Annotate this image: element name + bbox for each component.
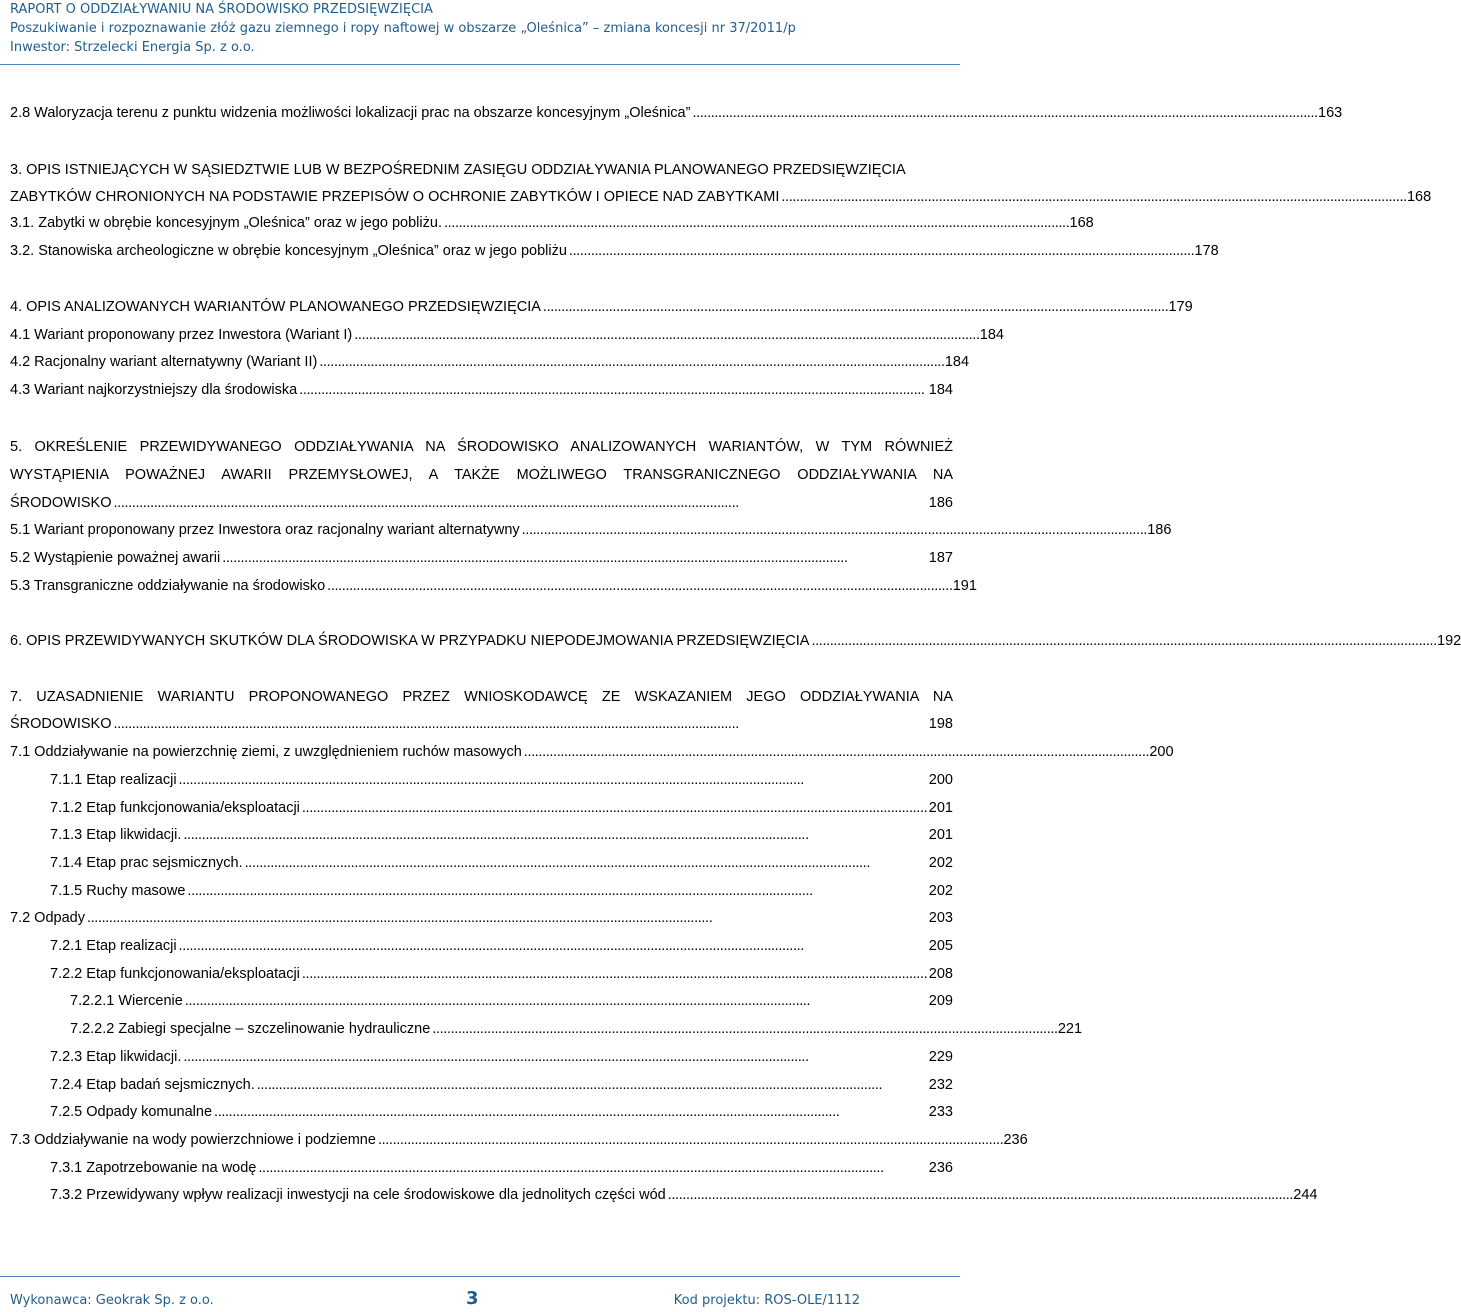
toc-entry-page: 163 bbox=[1318, 105, 1343, 121]
toc-leader-dots bbox=[256, 1157, 926, 1179]
toc-entry[interactable] bbox=[50, 1157, 953, 1179]
toc-entry-title: 3.1. Zabytki w obrębie koncesyjnym „Oleśnica” oraz w jego pobliżu. bbox=[10, 215, 442, 231]
toc-entry-page: 201 bbox=[928, 827, 953, 843]
toc-entry-title: 5.3 Transgraniczne oddziaływanie na środowisko bbox=[10, 578, 326, 594]
toc-entry-title: 7.1.4 Etap prac sejsmicznych. bbox=[50, 855, 243, 871]
toc-entry-page: 236 bbox=[1003, 1132, 1028, 1148]
toc-leader-dots bbox=[520, 519, 1146, 541]
toc-leader-dots bbox=[85, 907, 927, 929]
toc-entry-page: 232 bbox=[928, 1077, 953, 1093]
toc-entry-title: 7.1.2 Etap funkcjonowania/eksploatacji bbox=[50, 800, 300, 816]
toc-entry-title: 7.2.2.2 Zabiegi specjalne – szczelinowanie hydrauliczne bbox=[70, 1021, 431, 1037]
toc-entry-title: 7.1.1 Etap realizacji bbox=[50, 772, 177, 788]
toc-entry-page: 168 bbox=[1069, 215, 1094, 231]
toc-entry[interactable] bbox=[10, 379, 953, 401]
toc-leader-dots bbox=[212, 1101, 927, 1123]
toc-entry[interactable] bbox=[50, 797, 953, 819]
toc-entry[interactable] bbox=[10, 102, 1343, 124]
toc-entry[interactable] bbox=[50, 935, 953, 957]
toc-entry[interactable] bbox=[50, 1074, 953, 1096]
toc-entry-title: 4.1 Wariant proponowany przez Inwestora (Wariant I) bbox=[10, 327, 353, 343]
toc-entry-page: 208 bbox=[928, 966, 953, 982]
toc-entry[interactable] bbox=[10, 492, 953, 514]
toc-leader-dots bbox=[243, 852, 927, 874]
toc-entry-title-line[interactable]: 5. OKREŚLENIE PRZEWIDYWANEGO ODDZIAŁYWANIA NA ŚRODOWISKO ANALIZOWANYCH WARIANTÓW, W TYM RÓWNIEŻ bbox=[10, 439, 953, 455]
toc-entry-title: 7.2.2 Etap funkcjonowania/eksploatacji bbox=[50, 966, 300, 982]
toc-entry[interactable] bbox=[10, 741, 1174, 763]
toc-leader-dots bbox=[220, 547, 927, 569]
toc-entry-title: 7.3 Oddziaływanie na wody powierzchniowe i podziemne bbox=[10, 1132, 376, 1148]
toc-entry-page: 184 bbox=[928, 382, 953, 398]
toc-entry-page: 205 bbox=[928, 938, 953, 954]
toc-leader-dots bbox=[177, 935, 927, 957]
footer-divider bbox=[0, 1276, 960, 1277]
toc-leader-dots bbox=[183, 990, 927, 1012]
toc-entry-page: 184 bbox=[944, 354, 970, 370]
toc-leader-dots bbox=[430, 1018, 1056, 1040]
toc-entry-page: 178 bbox=[1194, 243, 1219, 259]
toc-entry[interactable] bbox=[70, 1018, 1083, 1040]
toc-leader-dots bbox=[181, 824, 926, 846]
toc-entry-title: 7.2.1 Etap realizacji bbox=[50, 938, 177, 954]
toc-entry-title: 3.2. Stanowiska archeologiczne w obrębie koncesyjnym „Oleśnica” oraz w jego pobliżu bbox=[10, 243, 567, 259]
toc-entry[interactable] bbox=[50, 1101, 953, 1123]
toc-entry-title-line[interactable]: WYSTĄPIENIA POWAŻNEJ AWARII PRZEMYSŁOWEJ, A TAKŻE MOŻLIWEGO TRANSGRANICZNEGO ODDZIAŁYWANIA NA bbox=[10, 467, 953, 483]
toc-leader-dots bbox=[522, 741, 1148, 763]
toc-entry[interactable] bbox=[10, 186, 1432, 208]
toc-entry-page: 201 bbox=[928, 800, 953, 816]
toc-entry-page: 198 bbox=[928, 716, 953, 732]
toc-leader-dots bbox=[112, 713, 927, 735]
toc-entry[interactable] bbox=[70, 990, 953, 1012]
toc-entry-page: 202 bbox=[928, 855, 953, 871]
toc-entry[interactable] bbox=[10, 351, 970, 373]
toc-entry-title: 7.1.5 Ruchy masowe bbox=[50, 883, 186, 899]
toc-leader-dots bbox=[442, 212, 1068, 234]
toc-entry-page: 221 bbox=[1057, 1021, 1083, 1037]
toc-entry-title: 7.3.2 Przewidywany wpływ realizacji inwestycji na cele środowiskowe dla jednolitych części wód bbox=[50, 1187, 666, 1203]
toc-entry[interactable] bbox=[50, 880, 953, 902]
toc-entry-title: 4. OPIS ANALIZOWANYCH WARIANTÓW PLANOWANEGO PRZEDSIĘWZIĘCIA bbox=[10, 299, 541, 315]
toc-leader-dots bbox=[690, 102, 1316, 124]
toc-entry-title: 7.2.5 Odpady komunalne bbox=[50, 1104, 213, 1120]
toc-entry-page: 168 bbox=[1406, 189, 1432, 205]
toc-entry-title: 7.2.3 Etap likwidacji. bbox=[50, 1049, 182, 1065]
toc-entry-title: 5.2 Wystąpienie poważnej awarii bbox=[10, 550, 221, 566]
toc-entry-title: 7.3.1 Zapotrzebowanie na wodę bbox=[50, 1160, 257, 1176]
toc-entry-page: 186 bbox=[1147, 522, 1172, 538]
toc-leader-dots bbox=[541, 296, 1167, 318]
toc-entry-page: 229 bbox=[928, 1049, 953, 1065]
toc-entry-title: 7.2.2.1 Wiercenie bbox=[70, 993, 183, 1009]
toc-entry[interactable] bbox=[10, 907, 953, 929]
toc-entry[interactable] bbox=[10, 630, 1461, 652]
toc-leader-dots bbox=[181, 1046, 926, 1068]
report-title: RAPORT O ODDZIAŁYWANIU NA ŚRODOWISKO PRZEDSIĘWZIĘCIA bbox=[10, 2, 433, 17]
toc-leader-dots bbox=[297, 379, 927, 401]
toc-leader-dots bbox=[317, 351, 943, 373]
toc-entry[interactable] bbox=[50, 963, 953, 985]
toc-leader-dots bbox=[376, 1129, 1002, 1151]
toc-entry-title-line[interactable]: 7. UZASADNIENIE WARIANTU PROPONOWANEGO PRZEZ WNIOSKODAWCĘ ZE WSKAZANIEM JEGO ODDZIAŁYWANIA NA bbox=[10, 689, 953, 705]
toc-entry-title: 7.2.4 Etap badań sejsmicznych. bbox=[50, 1077, 255, 1093]
toc-entry-title: 7.1 Oddziaływanie na powierzchnię ziemi, z uwzględnieniem ruchów masowych bbox=[10, 744, 522, 760]
toc-leader-dots bbox=[666, 1184, 1292, 1206]
toc-leader-dots bbox=[352, 324, 978, 346]
toc-entry-page: 202 bbox=[928, 883, 953, 899]
toc-entry[interactable] bbox=[10, 212, 1094, 234]
toc-leader-dots bbox=[177, 769, 927, 791]
toc-leader-dots bbox=[325, 575, 951, 597]
toc-leader-dots bbox=[185, 880, 926, 902]
toc-entry-page: 191 bbox=[952, 578, 977, 594]
toc-entry[interactable] bbox=[50, 1046, 953, 1068]
toc-entry[interactable] bbox=[10, 1129, 1028, 1151]
toc-leader-dots bbox=[112, 492, 927, 514]
toc-entry-title: 4.2 Racjonalny wariant alternatywny (Wariant II) bbox=[10, 354, 318, 370]
toc-entry-title: 6. OPIS PRZEWIDYWANYCH SKUTKÓW DLA ŚRODOWISKA W PRZYPADKU NIEPODEJMOWANIA PRZEDSIĘWZIĘCIA bbox=[10, 633, 810, 649]
toc-entry[interactable] bbox=[50, 769, 953, 791]
toc-entry-page: 233 bbox=[928, 1104, 953, 1120]
toc-entry-title: 4.3 Wariant najkorzystniejszy dla środowiska bbox=[10, 382, 298, 398]
toc-leader-dots bbox=[255, 1074, 927, 1096]
toc-entry[interactable] bbox=[50, 852, 953, 874]
toc-entry-page: 236 bbox=[928, 1160, 953, 1176]
toc-entry-page: 179 bbox=[1168, 299, 1193, 315]
toc-entry-title: 7.1.3 Etap likwidacji. bbox=[50, 827, 182, 843]
toc-leader-dots bbox=[300, 963, 927, 985]
toc-entry-page: 192 bbox=[1437, 633, 1461, 649]
project-title: Poszukiwanie i rozpoznawanie złóż gazu ziemnego i ropy naftowej w obszarze „Oleśnica” – zmiana koncesji nr 37/2011/p bbox=[10, 21, 796, 36]
toc-entry-page: 203 bbox=[928, 910, 953, 926]
project-code: Kod projektu: ROS-OLE/1112 bbox=[673, 1293, 860, 1308]
toc-entry[interactable] bbox=[10, 240, 1219, 262]
toc-entry[interactable] bbox=[10, 575, 977, 597]
toc-entry-page: 186 bbox=[928, 495, 953, 511]
toc-entry-title: ŚRODOWISKO bbox=[10, 495, 112, 511]
toc-entry-page: 184 bbox=[979, 327, 1004, 343]
toc-entry-title-line[interactable]: 3. OPIS ISTNIEJĄCYCH W SĄSIEDZTWIE LUB W BEZPOŚREDNIM ZASIĘGU ODDZIAŁYWANIA PLANOWANEGO PRZEDSIĘWZIĘCIA bbox=[10, 162, 906, 178]
toc-leader-dots bbox=[567, 240, 1193, 262]
contractor-label: Wykonawca: Geokrak Sp. z o.o. bbox=[10, 1293, 214, 1308]
toc-entry-title: 7.2 Odpady bbox=[10, 910, 85, 926]
toc-entry-title: ZABYTKÓW CHRONIONYCH NA PODSTAWIE PRZEPISÓW O OCHRONIE ZABYTKÓW I OPIECE NAD ZABYTKAMI bbox=[10, 189, 780, 205]
investor-line: Inwestor: Strzelecki Energia Sp. z o.o. bbox=[10, 40, 255, 55]
toc-entry-title: 2.8 Waloryzacja terenu z punktu widzenia możliwości lokalizacji prac na obszarze koncesyjnym „Oleśnica” bbox=[10, 105, 691, 121]
toc-leader-dots bbox=[809, 630, 1435, 652]
toc-entry[interactable] bbox=[10, 324, 1004, 346]
toc-entry-page: 200 bbox=[928, 772, 953, 788]
toc-entry-title: ŚRODOWISKO bbox=[10, 716, 112, 732]
toc-leader-dots bbox=[300, 797, 927, 819]
toc-entry-page: 187 bbox=[928, 550, 953, 566]
toc-entry-title: 5.1 Wariant proponowany przez Inwestora oraz racjonalny wariant alternatywny bbox=[10, 522, 520, 538]
page-footer bbox=[0, 1276, 960, 1312]
page-number: 3 bbox=[466, 1288, 479, 1309]
toc-leader-dots bbox=[779, 186, 1405, 208]
toc-entry[interactable] bbox=[50, 824, 953, 846]
toc-entry[interactable] bbox=[10, 547, 953, 569]
toc-entry[interactable] bbox=[10, 713, 953, 735]
toc-entry[interactable] bbox=[10, 519, 1172, 541]
toc-entry-page: 209 bbox=[928, 993, 953, 1009]
toc-entry-page: 244 bbox=[1293, 1187, 1318, 1203]
toc-entry[interactable] bbox=[10, 296, 1193, 318]
toc-entry-page: 200 bbox=[1149, 744, 1174, 760]
toc-entry[interactable] bbox=[50, 1184, 1318, 1206]
